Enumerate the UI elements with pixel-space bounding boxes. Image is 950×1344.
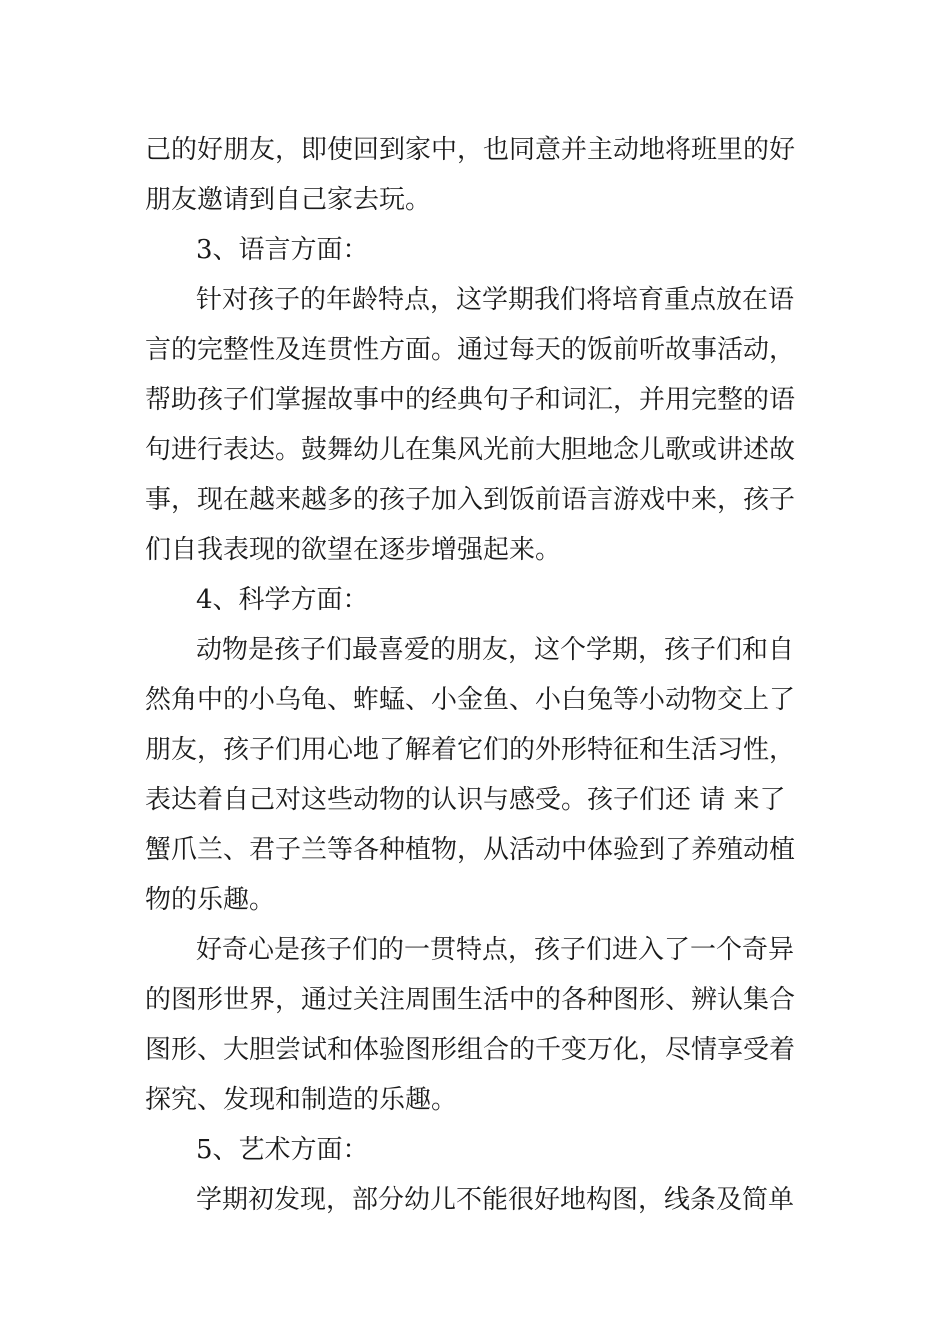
text-line: 然角中的小乌龟、蚱蜢、小金鱼、小白兔等小动物交上了 xyxy=(145,685,796,715)
text-line: 朋友邀请到自己家去玩。 xyxy=(145,185,432,215)
text-line: 言的完整性及连贯性方面。通过每天的饭前听故事活动， xyxy=(145,335,796,365)
text-line: 表达着自己对这些动物的认识与感受。孩子们还 请 来了 xyxy=(145,785,786,815)
text-line: 朋友，孩子们用心地了解着它们的外形特征和生活习性， xyxy=(145,735,796,765)
text-line: 物的乐趣。 xyxy=(145,885,276,915)
text-line: 动物是孩子们最喜爱的朋友，这个学期，孩子们和自 xyxy=(196,635,795,665)
section-heading: 3、语言方面： xyxy=(196,235,369,265)
section-heading: 4、科学方面： xyxy=(196,585,369,615)
text-line: 针对孩子的年龄特点，这学期我们将培育重点放在语 xyxy=(196,285,795,315)
section-heading: 5、艺术方面： xyxy=(196,1135,369,1165)
text-line: 图形、大胆尝试和体验图形组合的千变万化，尽情享受着 xyxy=(145,1035,796,1065)
text-line: 己的好朋友，即使回到家中，也同意并主动地将班里的好 xyxy=(145,135,796,165)
text-line: 句进行表达。鼓舞幼儿在集风光前大胆地念儿歌或讲述故 xyxy=(145,435,796,465)
text-line: 的图形世界，通过关注周围生活中的各种图形、辨认集合 xyxy=(145,985,796,1015)
text-line: 们自我表现的欲望在逐步增强起来。 xyxy=(145,535,562,565)
text-line: 事，现在越来越多的孩子加入到饭前语言游戏中来，孩子 xyxy=(145,485,796,515)
text-line: 蟹爪兰、君子兰等各种植物，从活动中体验到了养殖动植 xyxy=(145,835,796,865)
text-line: 探究、发现和制造的乐趣。 xyxy=(145,1085,458,1115)
text-line: 学期初发现，部分幼儿不能很好地构图，线条及简单 xyxy=(196,1185,795,1215)
text-line: 帮助孩子们掌握故事中的经典句子和词汇，并用完整的语 xyxy=(145,385,796,415)
text-line: 好奇心是孩子们的一贯特点，孩子们进入了一个奇异 xyxy=(196,935,795,965)
